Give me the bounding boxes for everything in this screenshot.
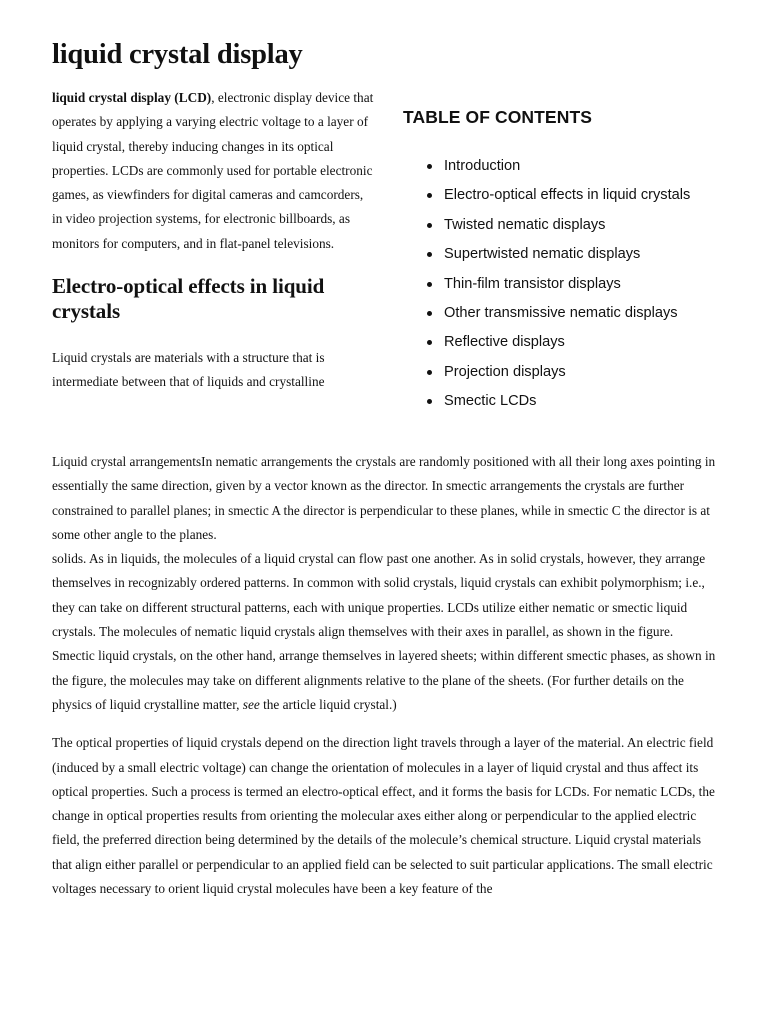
toc-title: TABLE OF CONTENTS [403, 107, 593, 127]
intro-text: , electronic display device that operates by applying a varying electric voltage to a layer of liquid crystal, thereby inducing changes in its optical properties. LCDs are commonly used for portable electronic games, as viewfinders for digital cameras and camcorders, in video projection systems, for electronic billboards, as monitors for computers, and in flat-panel televisions. [52, 90, 374, 251]
toc-item-supertwisted-nematic[interactable] [403, 240, 733, 269]
toc-item-label[interactable]: Reflective displays [444, 334, 565, 351]
paragraph-text: the article liquid crystal.) [259, 696, 397, 712]
bullet-icon [427, 193, 432, 198]
intro-term: liquid crystal display (LCD) [52, 90, 212, 105]
body-paragraph-1 [52, 450, 716, 717]
intro-column [52, 86, 376, 436]
toc-item-projection[interactable] [403, 358, 733, 387]
toc-item-twisted-nematic[interactable] [403, 211, 733, 240]
article-body [52, 450, 716, 901]
bullet-icon [427, 311, 432, 316]
toc-item-electro-optical-effects[interactable] [403, 181, 733, 210]
toc-item-reflective[interactable] [403, 328, 733, 357]
body-paragraph-2: The optical properties of liquid crystals depend on the direction light travels through a layer of the material. An electric field (induced by a small electric voltage) can change the orientation of molecules in a layer of liquid crystal and thus affect its optical properties. Such a process is termed an electro-optical effect, and it forms the basis for LCDs. For nematic LCDs, the change in optical properties results from orienting the molecular axes either along or perpendicular to the applied electric field, the preferred direction being determined by the details of the molecule’s chemical structure. Liquid crystal materials that align either parallel or perpendicular to an applied field can be selected to suit particular applications. The small electric voltages necessary to orient liquid crystal molecules have been a key feature of the [52, 735, 715, 897]
bullet-icon [427, 282, 432, 287]
intro-paragraph [52, 86, 376, 256]
toc-item-label[interactable]: Smectic LCDs [444, 393, 537, 410]
section-heading: Electro-optical effects in liquid crystals [52, 274, 325, 324]
toc-item-thin-film-transistor[interactable] [403, 270, 733, 299]
toc-list [403, 152, 733, 417]
section-lead-paragraph: Liquid crystals are materials with a structure that is intermediate between that of liquids and crystalline [52, 350, 325, 390]
toc-item-label[interactable]: Supertwisted nematic displays [444, 246, 641, 263]
bullet-icon [427, 164, 432, 169]
bullet-icon [427, 252, 432, 257]
toc-item-label[interactable]: Electro-optical effects in liquid crystals [444, 187, 691, 204]
toc-item-label[interactable]: Other transmissive nematic displays [444, 305, 678, 322]
paragraph-text: solids. As in liquids, the molecules of a liquid crystal can flow past one another. As in solid crystals, however, they arrange themselves in recognizably ordered patterns. In common with solid crystals, liquid crystals can exhibit polymorphism; i.e., they can take on different structural patterns, each with unique properties. LCDs utilize either nematic or smectic liquid crystals. The molecules of nematic liquid crystals align themselves with their axes in parallel, as shown in the figure. Smectic liquid crystals, on the other hand, arrange themselves in layered sheets; within different smectic phases, as shown in the figure, the molecules may take on different alignments relative to the plane of the sheets. (For further details on the physics of liquid crystalline matter, [52, 551, 716, 712]
bullet-icon [427, 399, 432, 404]
bullet-icon [427, 223, 432, 228]
bullet-icon [427, 370, 432, 375]
bullet-icon [427, 340, 432, 345]
toc-item-smectic[interactable] [403, 387, 733, 416]
figure-caption-text: Liquid crystal arrangementsIn nematic arrangements the crystals are randomly positioned with all their long axes pointing in essentially the same direction, given by a vector known as the director. In smectic arrangements the crystals are further constrained to parallel planes; in smectic A the director is perpendicular to these planes, while in smectic C the director is at some other angle to the planes. [52, 454, 716, 542]
toc-item-label[interactable]: Introduction [444, 158, 521, 174]
toc-item-label[interactable]: Projection displays [444, 363, 566, 380]
toc-item-label[interactable]: Thin-film transistor displays [444, 275, 621, 292]
toc-item-label[interactable]: Twisted nematic displays [444, 216, 606, 233]
article-title: liquid crystal display [52, 39, 303, 70]
toc-item-other-transmissive[interactable] [403, 299, 733, 328]
table-of-contents [403, 106, 733, 417]
see-link[interactable]: see [242, 696, 260, 712]
toc-item-introduction[interactable] [403, 152, 733, 181]
